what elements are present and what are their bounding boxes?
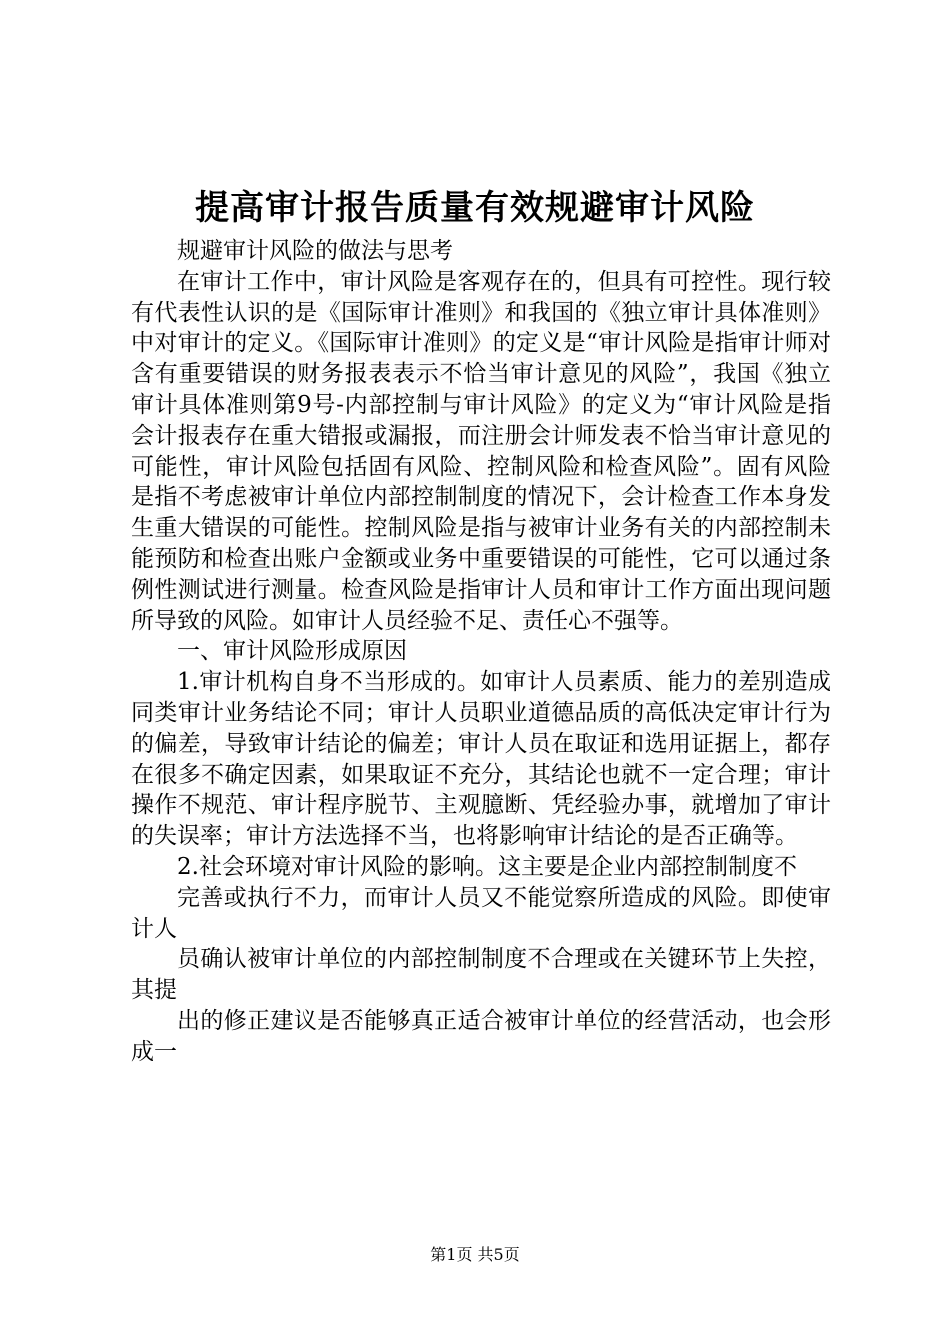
document-body	[131, 236, 831, 1068]
body-paragraph: 完善或执行不力，而审计人员又不能觉察所造成的风险。即使审计人	[131, 884, 831, 942]
body-paragraph: 1.审计机构自身不当形成的。如审计人员素质、能力的差别造成同类审计业务结论不同；审计人员职业道德品质的高低决定审计行为的偏差，导致审计结论的偏差；审计人员在取证和选用证据上，都存在很多不确定因素，如果取证不充分，其结论也就不一定合理；审计操作不规范、审计程序脱节、主观臆断、凭经验办事，就增加了审计的失误率；审计方法选择不当，也将影响审计结论的是否正确等。	[131, 669, 831, 850]
page-footer: 第1页 共5页	[430, 1245, 520, 1264]
section-heading: 一、审计风险形成原因	[177, 638, 407, 665]
body-paragraph: 2.社会环境对审计风险的影响。这主要是企业内部控制制度不	[177, 853, 797, 880]
body-paragraph: 在审计工作中，审计风险是客观存在的，但具有可控性。现行较有代表性认识的是《国际审计准则》和我国的《独立审计具体准则》中对审计的定义。《国际审计准则》的定义是“审计风险是指审计师对含有重要错误的财务报表表示不恰当审计意见的风险”，我国《独立审计具体准则第9号-内部控制与审计风险》的定义为“审计风险是指会计报表存在重大错报或漏报，而注册会计师发表不恰当审计意见的可能性，审计风险包括固有风险、控制风险和检查风险”。固有风险是指不考虑被审计单位内部控制制度的情况下，会计检查工作本身发生重大错误的可能性。控制风险是指与被审计业务有关的内部控制未能预防和检查出账户金额或业务中重要错误的可能性，它可以通过条例性测试进行测量。检查风险是指审计人员和审计工作方面出现问题所导致的风险。如审计人员经验不足、责任心不强等。	[131, 268, 831, 634]
subtitle-paragraph: 规避审计风险的做法与思考	[177, 238, 453, 264]
body-paragraph: 员确认被审计单位的内部控制制度不合理或在关键环节上失控，其提	[131, 946, 831, 1004]
document-title: 提高审计报告质量有效规避审计风险	[195, 188, 755, 228]
body-paragraph: 出的修正建议是否能够真正适合被审计单位的经营活动，也会形成一	[131, 1007, 831, 1065]
